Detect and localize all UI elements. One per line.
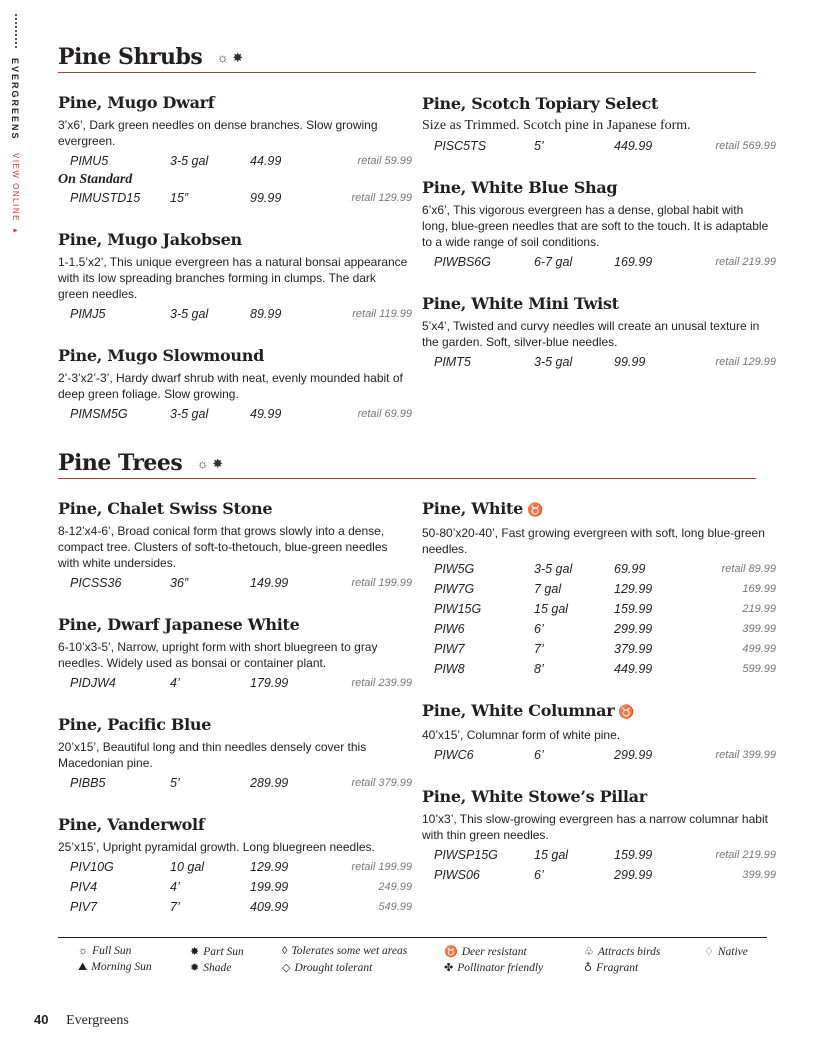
- retail-price: retail 129.99: [715, 356, 776, 368]
- product-name: Pine, Scotch Topiary Select: [422, 94, 659, 113]
- sku: PIMT5: [434, 355, 471, 369]
- price-row: [422, 745, 776, 765]
- price: 299.99: [614, 622, 653, 636]
- sku: PICSS36: [70, 576, 122, 590]
- product-name: Pine, Mugo Jakobsen: [58, 230, 242, 249]
- trees-right-column: [422, 498, 776, 906]
- product-description: 3’x6’, Dark green needles on dense branches. Slow growing evergreen.: [58, 118, 378, 148]
- price: 99.99: [614, 355, 646, 369]
- product-name: Pine, White Blue Shag: [422, 178, 618, 197]
- sku: PIW7: [434, 642, 465, 656]
- variant-label: On Standard: [58, 172, 133, 187]
- legend-icon: ◊: [282, 945, 288, 957]
- retail-price: retail 379.99: [351, 777, 412, 789]
- size: 36”: [170, 576, 189, 590]
- price-table: [422, 845, 776, 885]
- legend-item: [78, 961, 152, 974]
- retail-price: retail 129.99: [351, 192, 412, 204]
- size: 6-7 gal: [534, 255, 573, 269]
- sku: PIWS06: [434, 868, 480, 882]
- legend-icon: ♉: [444, 946, 458, 958]
- price: 159.99: [614, 602, 653, 616]
- size: 3-5 gal: [534, 562, 573, 576]
- section-pine-shrubs: [58, 46, 756, 69]
- legend-icon: ◇: [282, 962, 291, 974]
- legend-label: Native: [717, 946, 748, 958]
- trees-left-column: [58, 498, 412, 938]
- price: 169.99: [614, 255, 653, 269]
- product-name: Pine, Mugo Dwarf: [58, 93, 215, 112]
- shrubs-left-column: [58, 92, 412, 445]
- retail-price: 599.99: [742, 663, 776, 675]
- price-row: [422, 659, 776, 679]
- price-row: [422, 579, 776, 599]
- legend-icon: ♢: [704, 946, 714, 958]
- product-name: Pine, White Mini Twist: [422, 294, 619, 313]
- retail-price: retail 239.99: [351, 677, 412, 689]
- section-title: Pine Shrubs: [58, 44, 203, 70]
- product-description: 6’x6’, This vigorous evergreen has a dense, global habit with long, blue-green needles that are soft to the touch. It is adaptable to a wide range of soil conditions.: [422, 203, 769, 249]
- retail-price: retail 219.99: [715, 849, 776, 861]
- product-name: Pine, White Columnar ♉: [422, 701, 635, 720]
- product-item: [58, 714, 412, 793]
- price-row: [58, 404, 412, 424]
- price-table: [58, 151, 412, 208]
- size: 3-5 gal: [170, 307, 209, 321]
- legend-label: Part Sun: [203, 946, 244, 958]
- section-divider: [58, 72, 756, 73]
- product-description: 40’x15’, Columnar form of white pine.: [422, 728, 621, 742]
- retail-price: 249.99: [378, 881, 412, 893]
- price: 299.99: [614, 748, 653, 762]
- price-row: [58, 897, 412, 917]
- sun-icons: ☼ ✸: [216, 50, 244, 65]
- legend-label: Fragrant: [596, 962, 639, 974]
- product-item: [422, 786, 776, 885]
- price-table: [422, 252, 776, 272]
- sku: PIV7: [70, 900, 98, 914]
- sku: PIW15G: [434, 602, 482, 616]
- product-item: [58, 229, 412, 324]
- sku: PIWC6: [434, 748, 474, 762]
- legend-item: [584, 961, 638, 974]
- price-row: [58, 877, 412, 897]
- side-tab-text: [10, 58, 20, 236]
- price: 159.99: [614, 848, 653, 862]
- footer-section: Evergreens: [66, 1013, 129, 1028]
- retail-price: retail 219.99: [715, 256, 776, 268]
- price: 289.99: [250, 776, 289, 790]
- price-row: [58, 573, 412, 593]
- legend-icon: ✤: [444, 962, 454, 974]
- price-table: [58, 404, 412, 424]
- legend-item: [444, 945, 527, 958]
- page-footer: [34, 1012, 129, 1029]
- size: 10 gal: [170, 860, 205, 874]
- shrubs-right-column: [422, 93, 776, 393]
- size: 5’: [170, 776, 180, 790]
- retail-price: retail 69.99: [357, 408, 412, 420]
- sku: PIV4: [70, 880, 98, 894]
- size: 7’: [534, 642, 544, 656]
- retail-price: retail 119.99: [352, 308, 412, 320]
- size: 6’: [534, 868, 544, 882]
- legend-item: [78, 945, 131, 957]
- retail-price: 219.99: [742, 603, 776, 615]
- price-row: [422, 865, 776, 885]
- retail-price: 169.99: [742, 583, 776, 595]
- product-name: Pine, Mugo Slowmound: [58, 346, 264, 365]
- dotted-rule: [15, 14, 17, 48]
- retail-price: 499.99: [742, 643, 776, 655]
- sku: PIMSM5G: [70, 407, 128, 421]
- legend-icon: ✸: [190, 946, 200, 958]
- price: 99.99: [250, 191, 282, 205]
- legend-label: Drought tolerant: [294, 962, 373, 974]
- price-row: [422, 136, 776, 156]
- product-name: Pine, White Stowe’s Pillar: [422, 787, 647, 806]
- legend-icon: ✹: [190, 962, 200, 974]
- price: 179.99: [250, 676, 289, 690]
- size: 5’: [534, 139, 544, 153]
- price: 409.99: [250, 900, 289, 914]
- sku: PIDJW4: [70, 676, 116, 690]
- sku: PIV10G: [70, 860, 114, 874]
- price-row: [422, 352, 776, 372]
- size: 3-5 gal: [170, 154, 209, 168]
- section-pine-trees: [58, 452, 756, 475]
- legend-label: Shade: [203, 962, 232, 974]
- deer-resistant-icon: ♉: [527, 503, 543, 518]
- size: 7 gal: [534, 582, 562, 596]
- product-item: [58, 814, 412, 917]
- sku: PIWSP15G: [434, 848, 498, 862]
- size: 8’: [534, 662, 544, 676]
- side-tab-section: EVERGREENS: [10, 58, 20, 141]
- product-item: [422, 700, 776, 765]
- product-item: [58, 92, 412, 208]
- size: 3-5 gal: [170, 407, 209, 421]
- price-table: [422, 745, 776, 765]
- size: 3-5 gal: [534, 355, 573, 369]
- sku: PIWBS6G: [434, 255, 491, 269]
- legend-item: [190, 945, 244, 958]
- size: 15 gal: [534, 602, 569, 616]
- legend-label: Pollinator friendly: [457, 962, 544, 974]
- product-description: 20’x15’, Beautiful long and thin needles densely cover this Macedonian pine.: [58, 740, 367, 770]
- legend-item: [282, 945, 407, 957]
- size: 15 gal: [534, 848, 569, 862]
- legend-item: [282, 961, 372, 974]
- price-table: [58, 304, 412, 324]
- price: 449.99: [614, 139, 653, 153]
- legend-label: Deer resistant: [461, 946, 527, 958]
- price: 149.99: [250, 576, 289, 590]
- price-table: [58, 573, 412, 593]
- product-item: [58, 498, 412, 593]
- product-item: [422, 177, 776, 272]
- price-row: [58, 188, 412, 208]
- product-description: 2’-3’x2’-3’, Hardy dwarf shrub with neat, evenly mounded habit of deep green foliage. Slow growing.: [58, 371, 403, 401]
- legend-label: Attracts birds: [597, 946, 661, 958]
- legend-icon: ☼: [78, 945, 89, 957]
- retail-price: 549.99: [378, 901, 412, 913]
- retail-price: 399.99: [742, 869, 776, 881]
- product-item: [422, 498, 776, 679]
- price-table: [58, 673, 412, 693]
- product-item: [422, 93, 776, 156]
- product-description: 10’x3’, This slow-growing evergreen has a narrow columnar habit with thin green needles.: [422, 812, 768, 842]
- sku: PISC5TS: [434, 139, 487, 153]
- legend-icon: ⛰: [78, 961, 88, 973]
- legend-label: Morning Sun: [91, 961, 152, 973]
- retail-price: retail 399.99: [715, 749, 776, 761]
- retail-price: retail 199.99: [351, 577, 412, 589]
- price: 199.99: [250, 880, 289, 894]
- view-online-link[interactable]: VIEW ONLINE ▸: [11, 153, 20, 237]
- price-table: [422, 136, 776, 156]
- sku: PIBB5: [70, 776, 106, 790]
- price-row: [58, 857, 412, 877]
- product-description: 5’x4’, Twisted and curvy needles will create an unusal texture in the garden. Soft, silver-blue needles.: [422, 319, 760, 349]
- price: 89.99: [250, 307, 282, 321]
- price-table: [58, 857, 412, 917]
- size: 4’: [170, 880, 180, 894]
- retail-price: retail 89.99: [721, 563, 776, 575]
- legend-item: [704, 945, 748, 958]
- price-row: [422, 559, 776, 579]
- price: 379.99: [614, 642, 653, 656]
- sku: PIMU5: [70, 154, 109, 168]
- section-divider: [58, 478, 756, 479]
- legend-item: [584, 945, 660, 958]
- size: 6’: [534, 622, 544, 636]
- legend-item: [444, 961, 543, 974]
- price-row: [58, 673, 412, 693]
- price-row: [422, 845, 776, 865]
- size: 15”: [170, 191, 189, 205]
- price-table: [58, 773, 412, 793]
- sku: PIW8: [434, 662, 465, 676]
- page-number: 40: [34, 1012, 49, 1027]
- price: 129.99: [250, 860, 289, 874]
- sku: PIMUSTD15: [70, 191, 141, 205]
- legend-icon: ♧: [584, 946, 594, 958]
- product-description: Size as Trimmed. Scotch pine in Japanese form.: [422, 118, 691, 133]
- price-row: [58, 773, 412, 793]
- size: 4’: [170, 676, 180, 690]
- product-name: Pine, Dwarf Japanese White: [58, 615, 300, 634]
- sku: PIW7G: [434, 582, 475, 596]
- size: 6’: [534, 748, 544, 762]
- product-description: 6-10’x3-5’, Narrow, upright form with short bluegreen to gray needles. Widely used as bonsai or container plant.: [58, 640, 378, 670]
- product-description: 25’x15’, Upright pyramidal growth. Long bluegreen needles.: [58, 840, 375, 854]
- price-row: [58, 304, 412, 324]
- price-row: [422, 599, 776, 619]
- retail-price: retail 569.99: [715, 140, 776, 152]
- price: 69.99: [614, 562, 646, 576]
- sku: PIMJ5: [70, 307, 106, 321]
- price-row: [58, 151, 412, 171]
- section-title: Pine Trees: [58, 450, 183, 476]
- price-row: [422, 252, 776, 272]
- price-row: [422, 639, 776, 659]
- product-description: 8-12’x4-6’, Broad conical form that grows slowly into a dense, compact tree. Clusters of soft-to-thetouch, blue-green needles with white undersides.: [58, 524, 388, 570]
- price-row: [422, 619, 776, 639]
- product-description: 50-80’x20-40’, Fast growing evergreen with soft, long blue-green needles.: [422, 526, 765, 556]
- legend-label: Full Sun: [92, 945, 132, 957]
- product-name: Pine, Vanderwolf: [58, 815, 205, 834]
- retail-price: retail 59.99: [357, 155, 412, 167]
- retail-price: retail 199.99: [351, 861, 412, 873]
- price: 44.99: [250, 154, 282, 168]
- sku: PIW5G: [434, 562, 475, 576]
- price-table: [422, 559, 776, 679]
- retail-price: 399.99: [742, 623, 776, 635]
- sku: PIW6: [434, 622, 465, 636]
- product-name: Pine, Chalet Swiss Stone: [58, 499, 273, 518]
- product-item: [58, 614, 412, 693]
- deer-resistant-icon: ♉: [618, 705, 635, 720]
- price: 129.99: [614, 582, 653, 596]
- sun-icons: ☼ ✸: [196, 456, 224, 471]
- product-item: [58, 345, 412, 424]
- price-table: [422, 352, 776, 372]
- side-tab: [10, 14, 24, 237]
- price: 49.99: [250, 407, 282, 421]
- legend-item: [190, 961, 231, 974]
- product-name: Pine, White ♉: [422, 499, 543, 518]
- icon-legend: [58, 937, 767, 981]
- product-item: [422, 293, 776, 372]
- price: 299.99: [614, 868, 653, 882]
- product-description: 1-1.5’x2’, This unique evergreen has a natural bonsai appearance with its low spreading branches forming in clumps. The dark green needles.: [58, 255, 408, 301]
- price: 449.99: [614, 662, 653, 676]
- product-name: Pine, Pacific Blue: [58, 715, 212, 734]
- legend-icon: ♁: [584, 962, 593, 974]
- size: 7’: [170, 900, 180, 914]
- legend-label: Tolerates some wet areas: [291, 945, 408, 957]
